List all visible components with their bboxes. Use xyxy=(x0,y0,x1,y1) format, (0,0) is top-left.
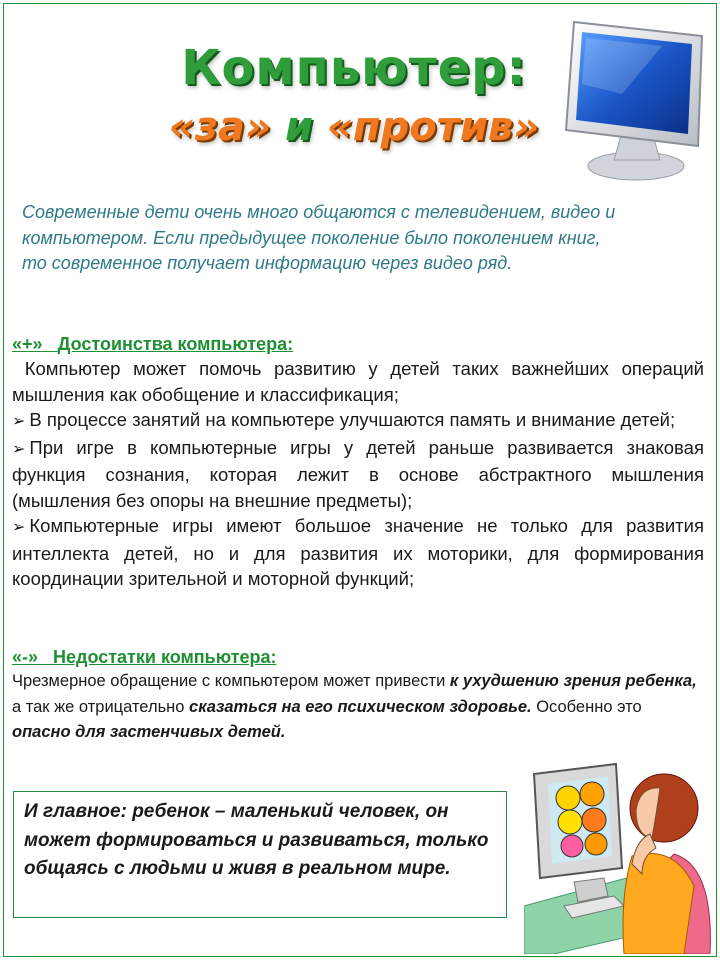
cons-emphasis: сказаться на его психическом здоровье. xyxy=(189,697,532,716)
pros-item xyxy=(12,513,704,592)
cons-text: Особенно это xyxy=(531,697,642,716)
page xyxy=(3,3,717,957)
arrow-bullet-icon: ➢ xyxy=(12,413,26,430)
cons-emphasis: к ухудшению зрения ребенка, xyxy=(449,672,697,690)
intro-paragraph: Современные дети очень много общаются с телевидением, видео и компьютером. Если предыдущее поколение было поколением книг, то современное получает информацию через видео ряд. xyxy=(22,202,616,273)
pros-section xyxy=(12,332,704,592)
arrow-bullet-icon: ➢ xyxy=(12,519,26,536)
title-line-2 xyxy=(124,104,584,150)
cons-text: Чрезмерное обращение с компьютером может привести xyxy=(12,672,450,690)
title-conjunction: и xyxy=(284,104,313,150)
pros-item-text: Компьютер может помочь развитию у детей таких важнейших операций мышления как обобщение и классификация; xyxy=(12,358,705,405)
cons-text: а так же отрицательно xyxy=(12,697,190,716)
pros-item-text: Компьютерные игры имеют большое значение не только для развития интеллекта детей, но и для развития их моторики, для формирования координации зрительной и моторной функций; xyxy=(12,515,704,589)
cons-emphasis: опасно для застенчивых детей. xyxy=(12,723,286,741)
cons-heading-text: Недостатки компьютера: xyxy=(53,647,277,667)
title-line-1: Компьютер: xyxy=(181,40,527,96)
pros-heading-text: Достоинства компьютера: xyxy=(57,334,294,354)
computer-monitor-illustration xyxy=(552,14,712,184)
girl-at-computer-illustration xyxy=(524,756,714,954)
arrow-bullet-icon: ➢ xyxy=(12,440,26,458)
cons-heading-prefix: «-» xyxy=(12,647,39,667)
pros-item-text: В процессе занятий на компьютере улучшаются память и внимание детей; xyxy=(29,409,676,430)
title-contra: «против» xyxy=(326,104,540,150)
pros-item-text: При игре в компьютерные игры у детей раньше развивается знаковая функция сознания, которая лежит в основе абстрактного мышления (мышления без опоры на внешние предметы); xyxy=(12,436,704,511)
pros-heading-prefix: «+» xyxy=(12,334,43,354)
pros-item xyxy=(12,435,704,514)
pros-heading xyxy=(12,332,704,356)
cons-section xyxy=(12,645,704,746)
cons-heading xyxy=(12,645,704,669)
pros-item xyxy=(12,407,704,435)
conclusion-callout: И главное: ребенок – маленький человек, он может формироваться и развиваться, только общаясь с людьми и живя в реальном мире. xyxy=(13,791,507,918)
page-title xyxy=(124,40,584,150)
cons-paragraph xyxy=(12,669,704,746)
title-pro: «за» xyxy=(168,104,272,150)
pros-item xyxy=(12,356,704,407)
